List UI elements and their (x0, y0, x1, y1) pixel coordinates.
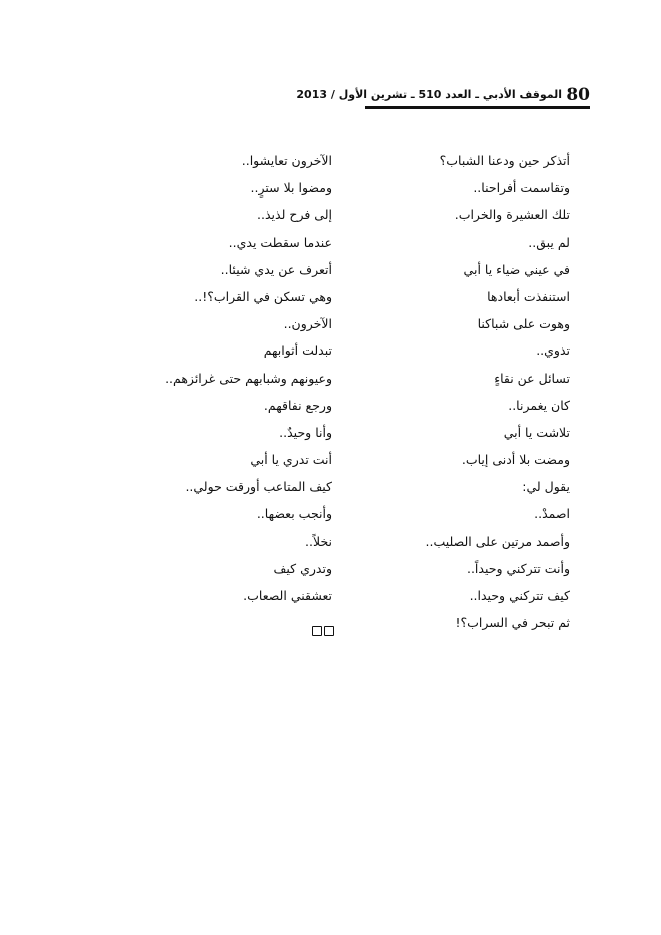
poem-line: إلى فرح لذيذ.. (257, 207, 332, 223)
poem-line: وأنت تتركني وحيداً.. (466, 560, 570, 576)
poem-line: كيف المتاعب أورقت حولي.. (185, 479, 332, 495)
poem-line: الآخرون تعايشوا.. (241, 153, 332, 168)
poem-line: تبدلت أثوابهم (263, 343, 332, 359)
poem-line: يقول لي: (522, 479, 570, 495)
poem-line: وتدري كيف (273, 560, 332, 576)
poem-line: أتعرف عن يدي شيئا.. (220, 261, 332, 277)
poem-line: أنت تدري يا أبي (250, 452, 332, 468)
poem-line: ومضت بلا أدنى إياب. (461, 452, 570, 468)
poem-line: أتذكر حين ودعنا الشباب؟ (439, 153, 570, 168)
poem-line: تذوي.. (536, 343, 570, 359)
poem-right-column (370, 147, 570, 636)
end-square-icon (324, 626, 334, 636)
poem-line: تسائل عن نقاءٍ (494, 370, 570, 386)
poem-line: استنفذت أبعادها (487, 288, 570, 304)
poem-line: وتقاسمت أفراحنا.. (473, 180, 570, 196)
poem-line: وأصمد مرتين على الصليب.. (425, 533, 570, 549)
poem-line: ورجع نفاقهم. (263, 397, 332, 413)
poem-left-column (132, 147, 332, 609)
poem-line: وهي تسكن في القراب؟!.. (194, 288, 332, 304)
poem-line: في عيني ضياء يا أبي (463, 261, 570, 277)
poem-line: وهوت على شباكنا (477, 316, 570, 332)
poem-line: لم يبق.. (528, 234, 570, 250)
poem-line: الآخرون.. (283, 316, 332, 332)
poem-line: ومضوا بلا سترٍ.. (250, 180, 332, 196)
header-rule (365, 106, 590, 109)
poem-line: وأنا وحيدٌ.. (279, 424, 332, 440)
poem-line: نخلاً.. (305, 533, 332, 549)
poem-line: تلك العشيرة والخراب. (454, 207, 570, 223)
poem-line: تعشقني الصعاب. (243, 588, 332, 603)
page-number: 80 (566, 85, 590, 105)
poem-line: وعيونهم وشبابهم حتى غرائزهم.. (165, 370, 332, 386)
poem-line: ثم تبحر في السراب؟! (455, 615, 570, 631)
end-square-icon (312, 626, 322, 636)
poem-line: كان يغمرنا.. (508, 397, 570, 413)
running-head: الموقف الأدبي ـ العدد 510 ـ تشرين الأول / 2013 (296, 88, 562, 101)
poem-line: وأنجب بعضها.. (256, 506, 332, 522)
poem-line: عندما سقطت يدي.. (228, 234, 332, 250)
poem-line: كيف تتركني وحيدا.. (469, 588, 570, 603)
end-of-poem-mark (312, 626, 334, 636)
poem-line: تلاشت يا أبي (503, 424, 570, 440)
poem-line: اصمدْ.. (534, 506, 570, 522)
page-header (296, 84, 595, 106)
